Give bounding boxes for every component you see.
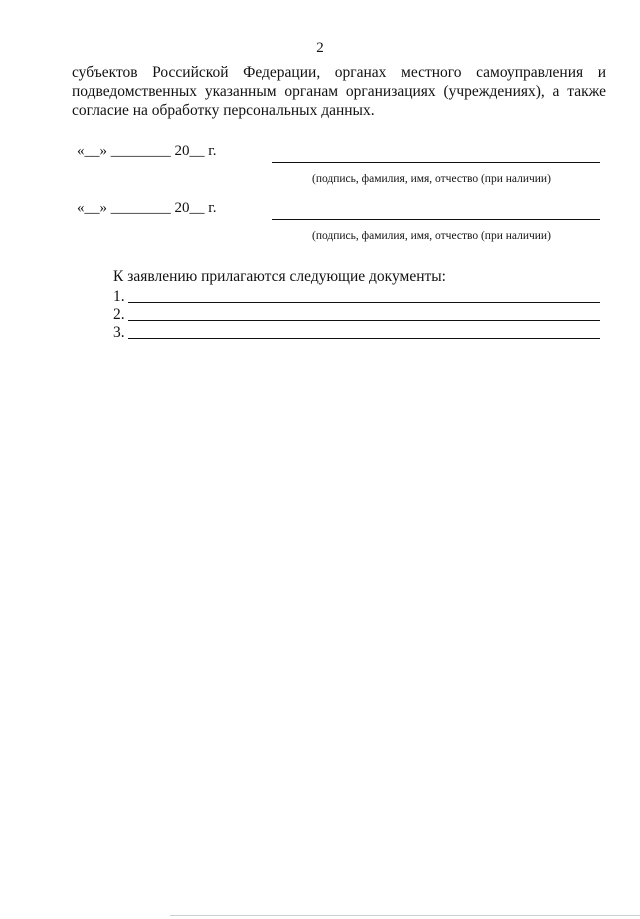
consent-paragraph xyxy=(72,63,606,120)
attachment-number: 2. xyxy=(113,306,125,323)
signature-caption: (подпись, фамилия, имя, отчество (при наличии) xyxy=(312,173,551,185)
paragraph-line: субъектов Российской Федерации, органах местного самоуправления и xyxy=(72,64,606,81)
attachment-item xyxy=(113,324,600,342)
signature-line xyxy=(272,162,600,163)
signature-block-1 xyxy=(72,143,602,193)
paragraph-line: согласие на обработку персональных данных. xyxy=(72,102,375,119)
attachment-line xyxy=(128,302,600,303)
date-field: «__» ________ 20__ г. xyxy=(77,200,217,216)
paragraph-line: подведомственных указанным органам организациях (учреждениях), а также xyxy=(72,83,606,100)
page-number: 2 xyxy=(316,40,324,56)
date-field: «__» ________ 20__ г. xyxy=(77,143,217,159)
attachment-line xyxy=(128,338,600,339)
attachments-heading: К заявлению прилагаются следующие документы: xyxy=(113,268,446,285)
signature-line xyxy=(272,219,600,220)
attachment-item xyxy=(113,306,600,324)
signature-caption: (подпись, фамилия, имя, отчество (при наличии) xyxy=(312,230,551,242)
scan-edge xyxy=(170,915,640,916)
attachment-item xyxy=(113,288,600,306)
attachments-section xyxy=(113,268,600,342)
signature-block-2 xyxy=(72,200,602,250)
attachment-line xyxy=(128,320,600,321)
attachment-number: 1. xyxy=(113,288,125,305)
attachment-number: 3. xyxy=(113,324,125,341)
